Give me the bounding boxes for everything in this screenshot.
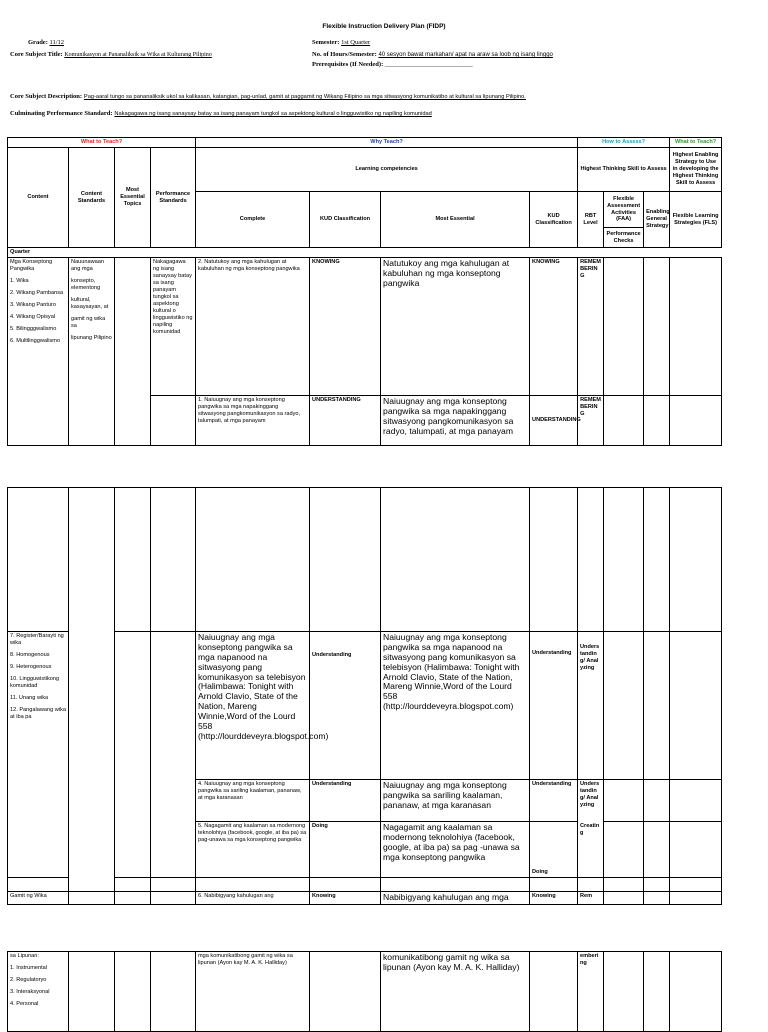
header-content-standards: Content Standards bbox=[69, 148, 115, 248]
semester-value: 1st Quarter bbox=[341, 39, 371, 46]
complete-cell: mga komunikatibong gamit ng wika sa lipunan (Ayon kay M. A. K. Halliday) bbox=[196, 952, 310, 1032]
kud2-cell: Understanding bbox=[530, 632, 578, 780]
most-essential-topics-cell bbox=[115, 257, 151, 445]
header-kud-2: KUD Classification bbox=[530, 192, 578, 248]
description-line: Core Subject Description: Pag-aaral tungo sa pananaliksik ukol sa kalikasan, katangian, pag-unlad, gamit at paggamit ng Wikang Filipino sa mga sitwasyong komunikatibo at kultural sa lipunang Pilipino. bbox=[10, 93, 526, 100]
most-essential-cell: Nabibigyang kahulugan ang mga bbox=[381, 892, 530, 905]
quarter-row: Quarter bbox=[8, 248, 722, 258]
content-cell-page3: sa Lipunan: 1. Instrumental 2. Regulatoryo 3. Interaksyonal 4. Personal bbox=[8, 952, 69, 1032]
complete-cell: 1. Naiuugnay ang mga konseptong pangwika sa mga napakinggang sitwasyong pangkomunikasyon sa radyo, talumpati, at mga panayam bbox=[196, 395, 310, 445]
complete-cell: 6. Nabibigyang kahulugan ang bbox=[196, 892, 310, 905]
header-kud: KUD Classification bbox=[310, 192, 381, 248]
performance-standard-cell: Nakagagawa ng isang sanaysay batay sa isang panayam tungkol sa aspektong kultural o lingguwistiko ng napiling komunidad bbox=[151, 257, 196, 395]
most-essential-cell: komunikatibong gamit ng wika sa lipunan (Ayon kay M. A. K. Halliday) bbox=[381, 952, 530, 1032]
most-essential-cell: Naiuugnay ang mga konseptong pangwika sa sariling kaalaman, pananaw, at mga karanasan bbox=[381, 780, 530, 822]
complete-cell: 5. Nagagamit ang kaalaman sa modernong teknolohiya (facebook, google, at iba pa) sa pag-unawa sa mga konseptong pangwika bbox=[196, 822, 310, 878]
header-performance-standards: Performance Standards bbox=[151, 148, 196, 248]
content-cell-page2: 7. Register/Barayti ng wika 8. Homogenous 9. Heterogenous 10. Lingguwistikong komunidad 11. Unang wika 12. Pangalawang wika at iba pa bbox=[8, 632, 69, 878]
complete-cell: 4. Naiuugnay ang mga konseptong pangwika sa sariling kaalaman, pananaw, at mga karanasan bbox=[196, 780, 310, 822]
grade-value: 11/12 bbox=[49, 39, 65, 46]
hours-line: No. of Hours/Semester: 40 sesyon bawat markahan/ apat na araw sa loob ng isang linggo bbox=[312, 51, 553, 58]
kud-cell: Understanding bbox=[310, 780, 381, 822]
header-most-essential-topics: Most Essential Topics bbox=[115, 148, 151, 248]
header-performance-checks: Performance Checks bbox=[604, 228, 644, 248]
header-most-essential: Most Essential bbox=[381, 192, 530, 248]
semester-line: Semester: 1st Quarter bbox=[312, 39, 371, 46]
kud-cell: Knowing bbox=[310, 892, 381, 905]
most-essential-cell: Naiuugnay ang mga konseptong pangwika sa mga napanood na sitwasyong pang komunikasyon sa telebisyon (Halimbawa: Tonight with Arnold Clavio, State of the Nation, Mareng Winnie,Word of the Lourd 558 (http://lourddeveyra.blogspot.com) bbox=[381, 632, 530, 780]
header-learning-competencies: Learning competencies bbox=[196, 148, 578, 192]
subject-value: Komunikasyon at Pananaliksik sa Wika at Kulturang Pilipino bbox=[64, 52, 212, 58]
most-essential-cell: Naiuugnay ang mga konseptong pangwika sa mga napakinggang sitwasyong pangkomunikasyon sa radyo, talumpati, at mga panayam bbox=[381, 395, 530, 445]
complete-cell: Naiuugnay ang mga konseptong pangwika sa mga napanood na sitwasyong pang komunikasyon sa telebisyon (Halimbawa: Tonight with Arnold Clavio, State of the Nation, Mareng Winnie,Word of the Lourd 558 (http://lourddeveyra.blogspot.com) bbox=[196, 632, 310, 780]
what-to-teach-label: What to Teach? bbox=[8, 138, 196, 148]
kud2-cell: UNDERSTANDING bbox=[530, 395, 578, 445]
header-highest-thinking: Highest Thinking Skill to Assess bbox=[578, 148, 670, 192]
header-rbt-level: RBT Level bbox=[578, 192, 604, 248]
content-cell-page1: Mga Konseptong Pangwika 1. Wika 2. Wikang Pambansa 3. Wikang Panturo 4. Wikang Opisyal 5. Bilingggwalismo 6. Multilinggwalismo bbox=[8, 257, 69, 445]
hours-value: 40 sesyon bawat markahan/ apat na araw sa loob ng isang linggo bbox=[378, 52, 553, 58]
grade-line: Grade: 11/12 bbox=[28, 39, 65, 46]
rbt-cell: Understanding/ Analyzing Creating bbox=[578, 780, 604, 878]
content-standards-cell: Nauunawaan ang mga konsepto, elementong kultural, kasaysayan, at gamit ng wika sa lipunang Pilipino bbox=[69, 257, 115, 445]
kud2-cell: Understanding bbox=[530, 780, 578, 822]
complete-cell: 2. Natutukoy ang mga kahulugan at kabuluhan ng mga konseptong pangwika bbox=[196, 257, 310, 395]
what-to-teach-label-2: What to Teach? bbox=[670, 138, 722, 148]
header-content: Content bbox=[8, 148, 69, 248]
header-highest-enabling: Highest Enabling Strategy to Use in developing the Highest Thinking Skill to Assess bbox=[670, 148, 722, 192]
kud-cell: KNOWING bbox=[310, 257, 381, 395]
kud-cell: UNDERSTANDING bbox=[310, 395, 381, 445]
rbt-cell: REMEMBERING bbox=[578, 395, 604, 445]
fidp-table-page1 bbox=[7, 137, 722, 446]
description-value: Pag-aaral tungo sa pananaliksik ukol sa kalikasan, katangian, pag-unlad, gamit at paggamit ng Wikang Filipino sa mga sitwasyong komunikatibo at kultural sa lipunang Pilipino. bbox=[83, 94, 526, 100]
fidp-table-page2 bbox=[7, 487, 722, 905]
kud2-cell: Doing bbox=[530, 822, 578, 878]
prereq-value: ___________________________ bbox=[384, 61, 473, 68]
culminating-value: Nakagagawa ng isang sanaysay batay sa isang panayam tungkol sa aspektong kultural o lingguwistiko ng napiling komunidad bbox=[114, 111, 432, 117]
how-to-assess-label: How to Assess? bbox=[578, 138, 670, 148]
content-cell-gamit: Gamit ng Wika bbox=[8, 892, 69, 905]
why-teach-label: Why Teach? bbox=[196, 138, 578, 148]
subject-line: Core Subject Title: Komunikasyon at Pananaliksik sa Wika at Kulturang Pilipino bbox=[10, 51, 212, 58]
document-title: Flexible Instruction Delivery Plan (FIDP) bbox=[322, 23, 446, 30]
kud2-cell: Knowing bbox=[530, 892, 578, 905]
header-enabling-general: Enabling General Strategy bbox=[644, 192, 670, 248]
header-fls: Flexible Learning Strategies (FLS) bbox=[670, 192, 722, 248]
kud-cell: Understanding bbox=[310, 632, 381, 780]
rbt-cell: REMEMBERING bbox=[578, 257, 604, 395]
fidp-table-page3 bbox=[7, 951, 722, 1032]
most-essential-cell: Nagagamit ang kaalaman sa modernong teknolohiya (facebook, google, at iba pa) sa pag -unawa sa mga konseptong pangwika bbox=[381, 822, 530, 878]
header-complete: Complete bbox=[196, 192, 310, 248]
prereq-line: Prerequisites (If Needed): ___________________________ bbox=[312, 61, 473, 68]
culminating-line: Culminating Performance Standard: Nakagagawa ng isang sanaysay batay sa isang panayam tungkol sa aspektong kultural o lingguwistiko ng napiling komunidad bbox=[10, 110, 432, 117]
rbt-cell: embering bbox=[578, 952, 604, 1032]
kud-cell: Doing bbox=[310, 822, 381, 878]
kud2-cell: KNOWING bbox=[530, 257, 578, 395]
rbt-cell: Understanding/ Analyzing bbox=[578, 632, 604, 780]
most-essential-cell: Natutukoy ang mga kahulugan at kabuluhan ng mga konseptong pangwika bbox=[381, 257, 530, 395]
header-faa: Flexible Assessment Activities (FAA) bbox=[604, 192, 644, 228]
rbt-cell: Rem bbox=[578, 892, 604, 905]
